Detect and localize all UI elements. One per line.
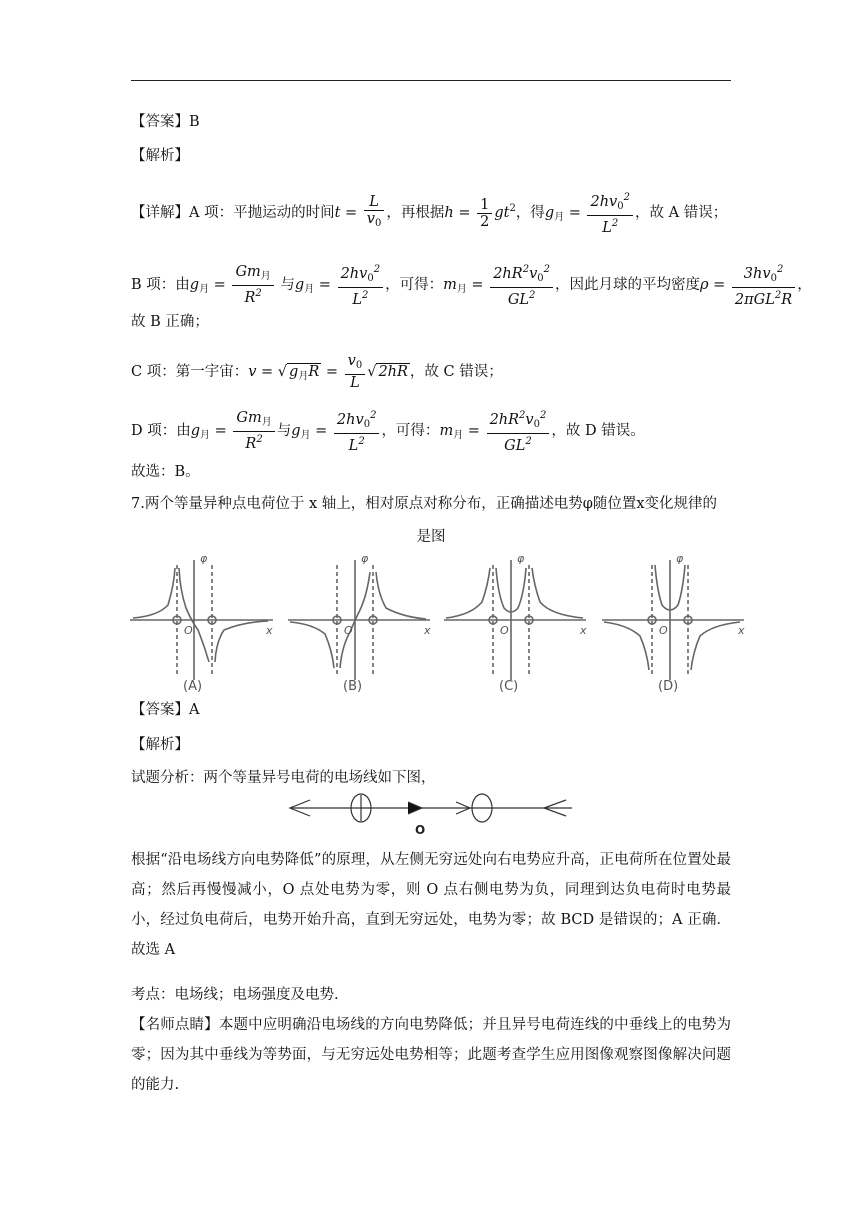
field-line-diagram [286,790,576,838]
graph-b-phi-label: φ [361,552,369,565]
field-origin-label: O [415,823,426,837]
graph-c-origin-label: O [500,624,509,637]
detail-b-prefix: B 项：由 [131,277,190,293]
detail-d-mid2: ，可得： [381,423,440,439]
detail-c-suffix: ，故 C 错误； [409,364,503,380]
detail-b-mid1: 与 [275,277,295,293]
analysis-6-heading: 【解析】 [131,148,189,164]
detail-c-line: C 项：第一宇宙：v = √ $g_月R$ = $\frac{v_0}{L}$ √ 2hR ，故 C 错误； [131,353,503,391]
answer-6: 【答案】B [131,114,200,130]
question-7-figure [128,550,748,695]
question-7-analysis-intro: 试题分析：两个等量异号电荷的电场线如下图， [131,770,436,786]
graph-d-x-label: x [738,624,745,637]
graph-d-origin-label: O [659,624,668,637]
graph-b-x-label: x [424,624,431,637]
question-7-explanation: 根据“沿电场线方向电势降低”的原理，从左侧无穷远处向右电势应升高，正电荷所在位置处最高；然后再慢慢减小，O 点处电势为零，则 O 点右侧电势为负，同理到达负电荷时电势最小，经过负电荷后，电势开始升高，直到无穷远处，电势为零；故 BCD 是错误的；A 正确．故选 A [131,852,731,958]
detail-a-suffix: ，故 A 错误； [635,205,728,221]
graph-b [288,560,430,680]
graph-c [444,560,586,680]
detail-a-mid1: ，再根据 [386,205,445,221]
detail-d-mid1: 与 [276,423,292,439]
detail-a-mid2: ，得 [515,205,545,221]
graph-b-origin-label: O [344,624,353,637]
question-7-tip: 【名师点睛】本题中应明确沿电场线的方向电势降低；并且异号电荷连线的中垂线上的电势为零；因为其中垂线为等势面，与无穷远处电势相等；此题考查学生应用图像观察图像解决问题的能力. [131,1017,731,1093]
detail-a-prefix: 【详解】A 项：平抛运动的时间 [131,205,335,221]
detail-b-mid3: ，因此月球的平均密度 [555,277,701,293]
question-7-line2: 是图 [416,529,446,545]
detail-d-line: D 项：由$g_月$ = $\frac{Gm_月}{R^2}$ 与$g_月$ = $\frac{2hv_0^2}{L^2}$ ，可得：$m_月$ = $\frac{2hR^2v_0^2}{GL^2}$ ，故 D 错误。 [131,410,645,454]
question-7-line1: 7.两个等量异种点电荷位于 x 轴上，相对原点对称分布，正确描述电势φ随位置x变化规律的 [131,496,718,512]
graph-a-x-label: x [266,624,273,637]
detail-a-line: 【详解】A 项：平抛运动的时间t = $\frac{L}{v_0}$ ，再根据h = $\frac{1}{2}$ $gt^2$，得$g_月$ = $\frac{2hv_0^2}{L^2}$ ，故 A 错误； [131,192,728,236]
graph-d [602,560,744,680]
detail-d-suffix: ，故 D 错误。 [551,423,645,439]
detail-c-prefix: C 项：第一宇宙： [131,364,249,380]
answer-7: 【答案】A [131,702,200,718]
choose-6: 故选：B。 [131,464,200,480]
graph-a-label: (A) [183,679,203,694]
graph-c-label: (C) [499,679,519,694]
question-7-kaodian: 考点：电场线；电场强度及电势. [131,987,339,1003]
detail-b-suffix: ， [797,277,812,293]
graph-d-phi-label: φ [676,552,684,565]
graph-a [130,560,273,680]
graph-b-label: (B) [343,679,363,694]
graph-a-origin-label: O [184,624,193,637]
detail-d-prefix: D 项：由 [131,423,191,439]
graph-d-label: (D) [658,679,679,694]
analysis-7-heading: 【解析】 [131,737,189,753]
header-rule [131,80,731,81]
graph-a-phi-label: φ [200,552,208,565]
detail-b-line2: 故 B 正确； [131,314,209,330]
detail-b-mid2: ，可得： [385,277,444,293]
graph-c-phi-label: φ [517,552,525,565]
graph-c-x-label: x [580,624,587,637]
detail-b-line: B 项：由$g_月$ = $\frac{Gm_月}{R^2}$ 与$g_月$ = $\frac{2hv_0^2}{L^2}$ ，可得：$m_月$ = $\frac{2hR^2v_0^2}{GL^2}$ ，因此月球的平均密度ρ = $\frac{3hv_0^2}{2\pi GL^2R}$ ， [131,264,812,308]
